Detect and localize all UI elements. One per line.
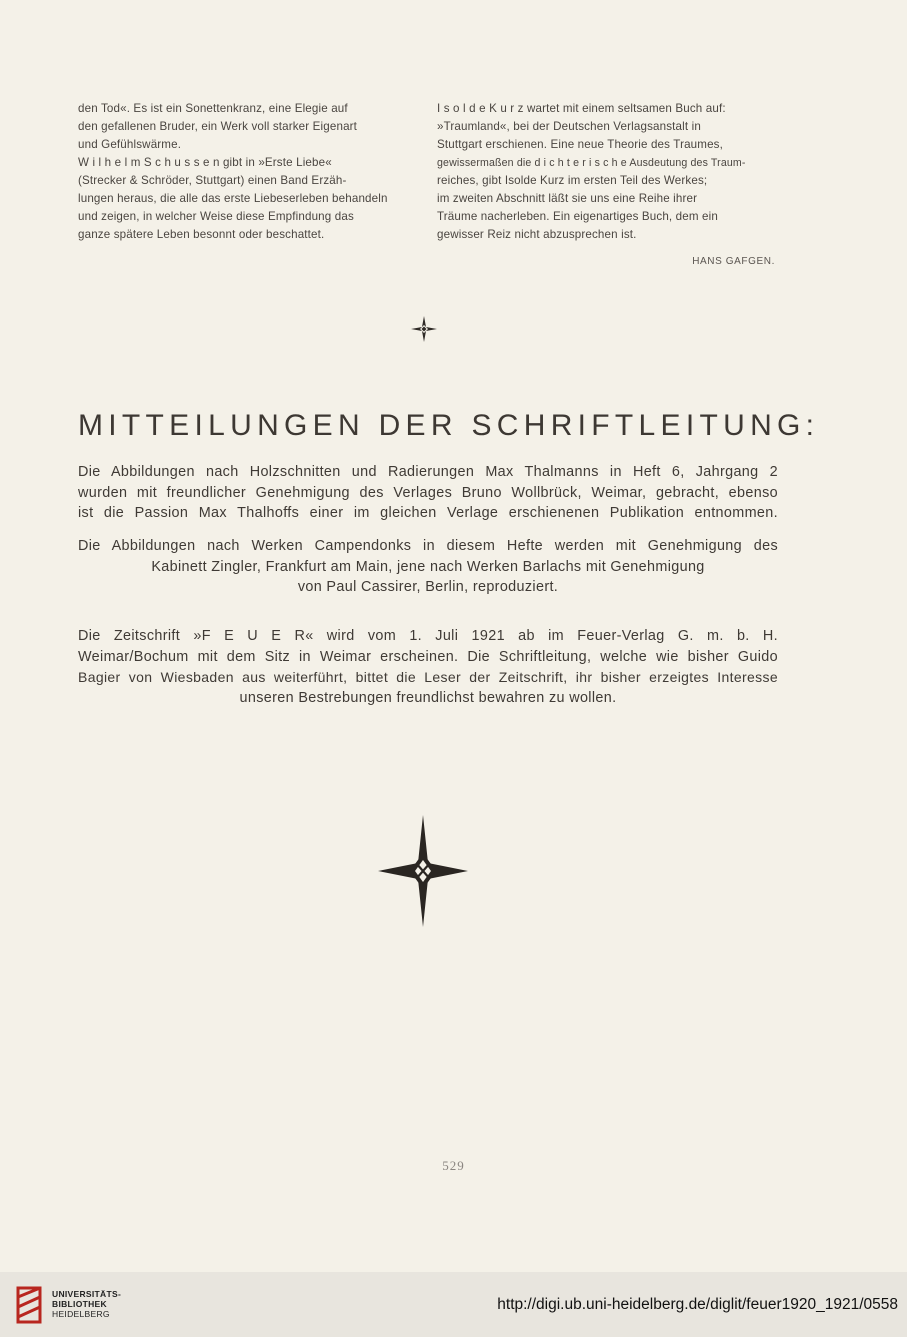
text-line: von Paul Cassirer, Berlin, reproduziert. — [297, 579, 559, 595]
text-line: den Tod«. Es ist ein Sonettenkranz, eine Elegie auf — [78, 102, 348, 115]
text-line: gewisser Reiz nicht abzusprechen ist. — [437, 228, 637, 241]
text-line: »Traumland«, bei der Deutschen Verlagsanstalt in — [437, 120, 701, 133]
text-line: wurden mit freundlicher Genehmigung des Verlages Bruno Wollbrück, Weimar, gebracht, ebenso — [78, 484, 778, 501]
text-line: Weimar/Bochum mit dem Sitz in Weimar erscheinen. Die Schriftleitung, welche wie bisher Guido — [78, 648, 778, 665]
source-url-link[interactable]: http://digi.ub.uni-heidelberg.de/diglit/feuer1920_1921/0558 — [497, 1296, 898, 1313]
library-name-line: UNIVERSITÄTS- — [52, 1289, 122, 1299]
text-line: unseren Bestrebungen freundlichst bewahren zu wollen. — [239, 689, 617, 706]
text-line: lungen heraus, die alle das erste Liebeserleben behandeln — [78, 192, 388, 205]
text-line: Bagier von Wiesbaden aus weiterführt, bittet die Leser der Zeitschrift, ihr bisher erzeigtes Interesse — [78, 669, 778, 685]
paragraph-illustrations — [78, 462, 778, 524]
text-line: ist die Passion Max Thalhoffs einer im gleichen Verlage erschienenen Publikation entnommen. — [78, 505, 778, 521]
left-column — [78, 100, 416, 244]
text-line: Die Zeitschrift »F E U E R« wird vom 1. Juli 1921 ab im Feuer-Verlag G. m. b. H. — [78, 628, 778, 644]
paragraph-campendonk — [78, 536, 778, 598]
text-line: den gefallenen Bruder, ein Werk voll starker Eigenart — [78, 120, 358, 133]
text-line: und Gefühlswärme. — [78, 138, 182, 151]
text-line: Die Abbildungen nach Holzschnitten und Radierungen Max Thalmanns in Heft 6, Jahrgang 2 — [78, 464, 778, 480]
text-line: ganze spätere Leben besonnt oder beschattet. — [78, 228, 325, 241]
right-column — [437, 100, 775, 244]
text-line: Stuttgart erschienen. Eine neue Theorie des Traumes, — [437, 138, 723, 151]
text-line: reiches, gibt Isolde Kurz im ersten Teil des Werkes; — [437, 174, 708, 187]
library-name-line: BIBLIOTHEK — [52, 1299, 107, 1309]
text-line: gewissermaßen die d i c h t e r i s c h e Ausdeutung des Traum- — [437, 157, 746, 169]
library-name-line: HEIDELBERG — [52, 1309, 110, 1319]
library-name — [52, 1289, 121, 1319]
text-line: im zweiten Abschnitt läßt sie uns eine Reihe ihrer — [437, 192, 698, 205]
text-line: und zeigen, in welcher Weise diese Empfindung das — [78, 210, 354, 223]
author-signature: HANS GAFGEN. — [692, 256, 775, 267]
digitization-footer — [0, 1272, 907, 1337]
text-line: W i l h e l m S c h u s s e n gibt in »Erste Liebe« — [78, 156, 332, 169]
paragraph-feuer-verlag — [78, 626, 778, 708]
large-star-ornament-icon — [378, 815, 468, 927]
page-number: 529 — [442, 1158, 465, 1173]
text-line: (Strecker & Schröder, Stuttgart) einen Band Erzäh- — [78, 174, 347, 187]
text-line: Träume nacherleben. Ein eigenartiges Buch, dem ein — [437, 210, 718, 223]
star-ornament-icon — [409, 314, 439, 344]
text-line: Die Abbildungen nach Werken Campendonks in diesem Hefte werden mit Genehmigung des — [78, 538, 778, 554]
section-heading: MITTEILUNGEN DER SCHRIFTLEITUNG: — [78, 409, 820, 442]
library-logo-icon — [12, 1285, 46, 1325]
text-line: Kabinett Zingler, Frankfurt am Main, jene nach Werken Barlachs mit Genehmigung — [151, 558, 705, 575]
text-line: I s o l d e K u r z wartet mit einem seltsamen Buch auf: — [437, 102, 726, 115]
